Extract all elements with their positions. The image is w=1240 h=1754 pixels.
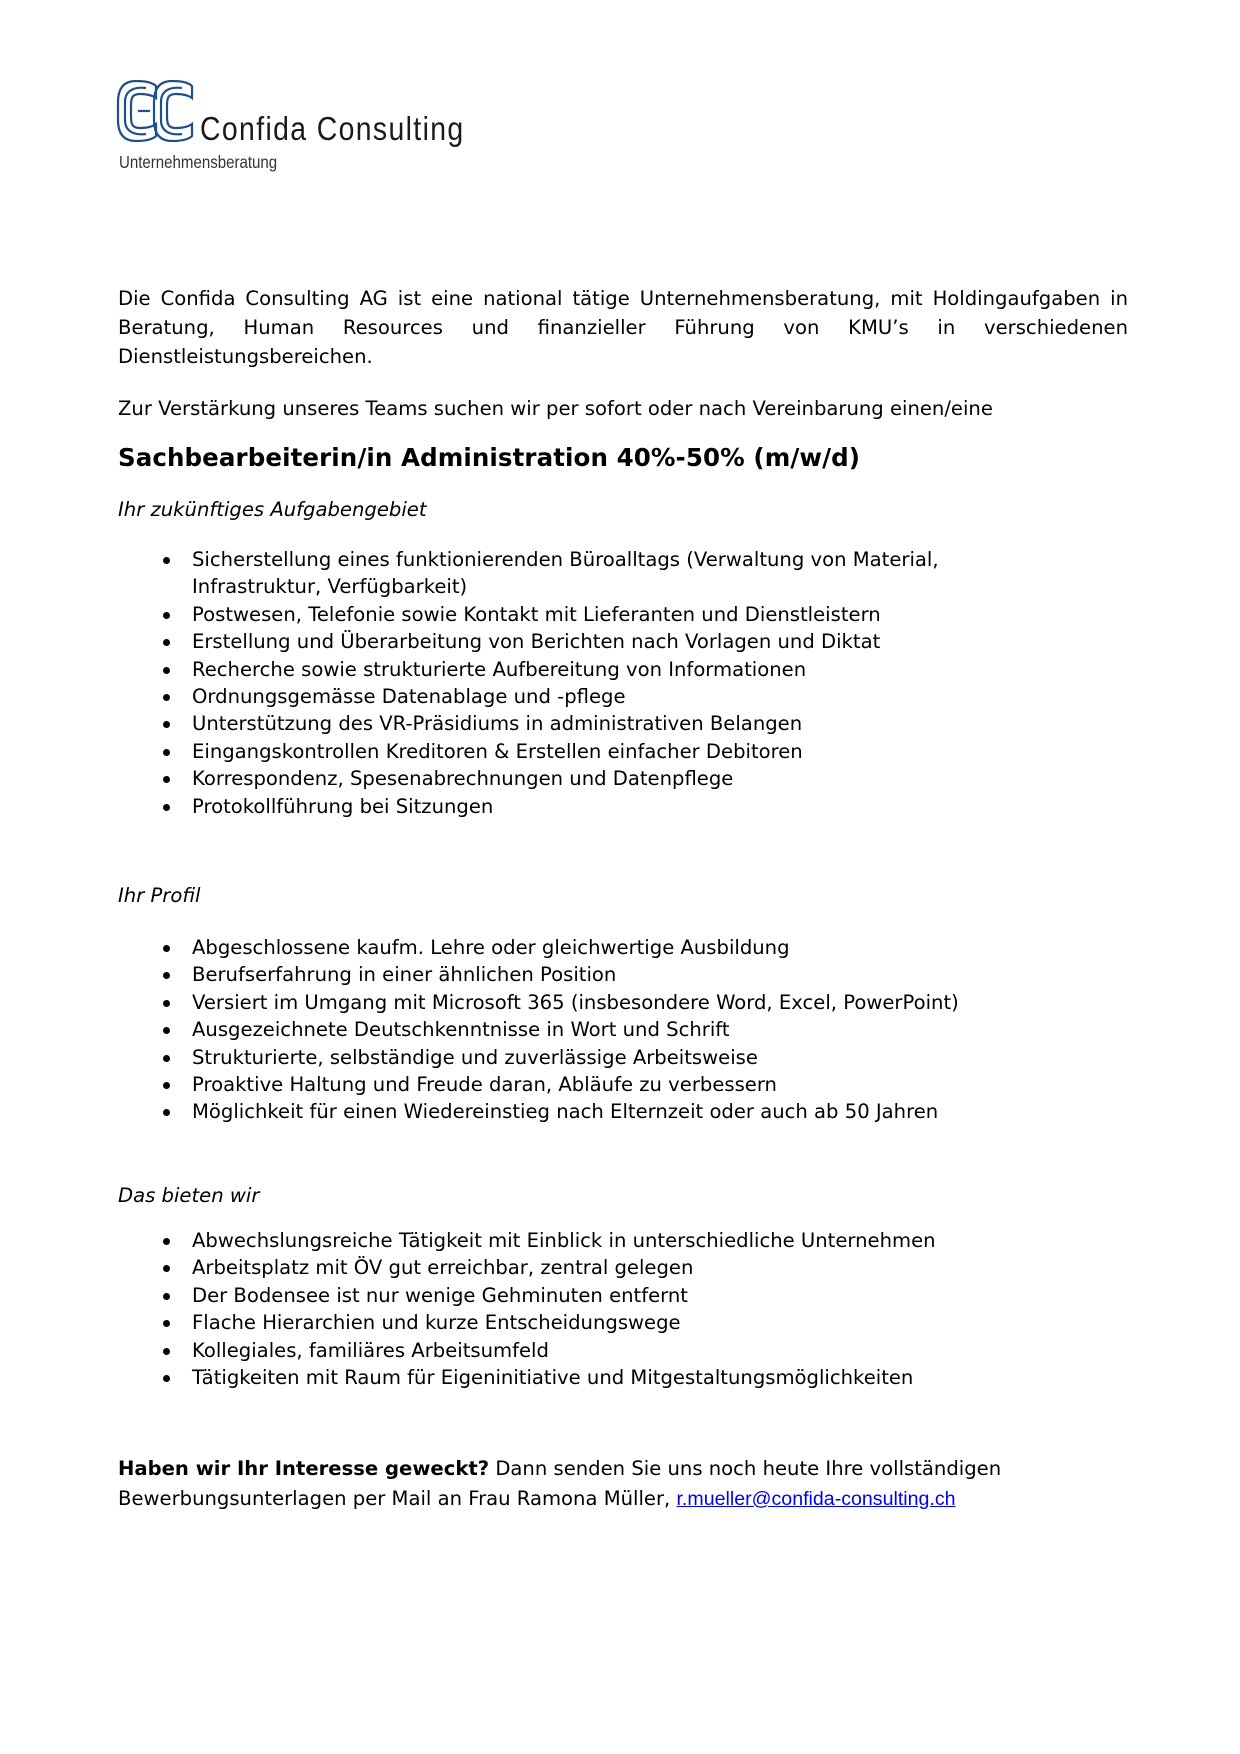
job-title: Sachbearbeiterin/in Administration 40%-50% (m/w/d) [118, 443, 861, 472]
list-item-text: Strukturierte, selbständige und zuverlässige Arbeitsweise [192, 1045, 758, 1069]
list-item [163, 1309, 1063, 1336]
list-item [163, 1364, 1063, 1391]
bullet-icon [163, 1375, 170, 1382]
bullet-icon [163, 1320, 170, 1327]
contact-email-link[interactable]: r.mueller@confida-consulting.ch [676, 1488, 956, 1510]
bullet-icon [163, 557, 170, 564]
logo-tagline: Unternehmensberatung [119, 152, 278, 172]
bullet-icon [163, 776, 170, 783]
list-item-text: Abwechslungsreiche Tätigkeit mit Einblick in unterschiedliche Unternehmen [192, 1229, 936, 1252]
list-item [163, 989, 1063, 1016]
bullet-icon [163, 1265, 170, 1272]
list-item [163, 961, 1063, 988]
list-item [163, 628, 1063, 655]
bullet-icon [163, 945, 170, 952]
list-item [163, 683, 1063, 710]
list-item [163, 934, 1063, 961]
list-item [163, 1016, 1063, 1043]
list-item-text: Postwesen, Telefonie sowie Kontakt mit Lieferanten und Dienstleistern [192, 602, 881, 626]
list-item-text: Protokollführung bei Sitzungen [192, 794, 494, 818]
bullet-icon [163, 612, 170, 619]
bullet-icon [163, 667, 170, 674]
list-item-text: Möglichkeit für einen Wiedereinstieg nach Elternzeit oder auch ab 50 Jahren [192, 1100, 939, 1124]
list-item [163, 1071, 1063, 1098]
list-item-text: Proaktive Haltung und Freude daran, Abläufe zu verbessern [192, 1073, 777, 1097]
bullet-icon [163, 1238, 170, 1245]
list-item [163, 546, 1063, 601]
list-item-text: Recherche sowie strukturierte Aufbereitung von Informationen [192, 657, 807, 681]
list-item-text: Der Bodensee ist nur wenige Gehminuten entfernt [192, 1283, 688, 1307]
list-item-text: Kollegiales, familiäres Arbeitsumfeld [192, 1338, 549, 1362]
closing-lead: Haben wir Ihr Interesse geweckt? [118, 1457, 490, 1480]
bullet-icon [163, 1082, 170, 1089]
logo-company-name: Confida Consulting [200, 110, 465, 147]
list-item-text: Ausgezeichnete Deutschkenntnisse in Wort und Schrift [192, 1018, 730, 1042]
offer-list [163, 1227, 1063, 1391]
list-item-text: Eingangskontrollen Kreditoren & Erstellen einfacher Debitoren [192, 739, 803, 763]
bullet-icon [163, 721, 170, 728]
bullet-icon [163, 1293, 170, 1300]
list-item [163, 765, 1063, 792]
section-label-profile: Ihr Profil [118, 884, 201, 907]
bullet-icon [163, 1000, 170, 1007]
list-item-text: Arbeitsplatz mit ÖV gut erreichbar, zentral gelegen [192, 1256, 694, 1280]
tasks-list [163, 546, 1063, 820]
list-item-text: Unterstützung des VR-Präsidiums in administrativen Belangen [192, 712, 803, 736]
list-item-text: Versiert im Umgang mit Microsoft 365 (insbesondere Word, Excel, PowerPoint) [192, 990, 959, 1014]
list-item-text: Berufserfahrung in einer ähnlichen Position [192, 963, 617, 987]
section-label-tasks: Ihr zukünftiges Aufgabengebiet [118, 498, 427, 521]
bullet-icon [163, 694, 170, 701]
list-item [163, 1337, 1063, 1364]
list-item [163, 738, 1063, 765]
list-item [163, 710, 1063, 737]
section-label-offer: Das bieten wir [118, 1184, 260, 1207]
bullet-icon [163, 749, 170, 756]
closing-paragraph [118, 1454, 1128, 1514]
list-item-text: Sicherstellung eines funktionierenden Büroalltags (Verwaltung von Material, Infrastruktur, Verfügbarkeit) [192, 548, 939, 599]
list-item [163, 1227, 1063, 1254]
cc-monogram-icon [116, 80, 196, 142]
bullet-icon [163, 639, 170, 646]
company-logo [116, 80, 516, 180]
list-item-text: Flache Hierarchien und kurze Entscheidungswege [192, 1311, 681, 1335]
list-item [163, 1254, 1063, 1281]
list-item [163, 656, 1063, 683]
bullet-icon [163, 804, 170, 811]
bullet-icon [163, 1348, 170, 1355]
list-item [163, 1098, 1063, 1125]
list-item-text: Ordnungsgemässe Datenablage und -pflege [192, 685, 626, 709]
intro-paragraph: Die Confida Consulting AG ist eine national tätige Unternehmensberatung, mit Holdingaufgaben in Beratung, Human Resources und finanzieller Führung von KMU’s in verschiedenen Dienstleistungsbereichen. [118, 287, 1128, 368]
bullet-icon [163, 1109, 170, 1116]
list-item-text: Erstellung und Überarbeitung von Berichten nach Vorlagen und Diktat [192, 630, 881, 654]
list-item [163, 1282, 1063, 1309]
bullet-icon [163, 1055, 170, 1062]
list-item [163, 601, 1063, 628]
profile-list [163, 934, 1063, 1126]
list-item-text: Korrespondenz, Spesenabrechnungen und Datenpflege [192, 767, 734, 791]
list-item-text: Tätigkeiten mit Raum für Eigeninitiative und Mitgestaltungsmöglichkeiten [192, 1366, 914, 1390]
intro-search-paragraph: Zur Verstärkung unseres Teams suchen wir per sofort oder nach Vereinbarung einen/eine [118, 397, 993, 420]
list-item [163, 1044, 1063, 1071]
bullet-icon [163, 1027, 170, 1034]
list-item-text: Abgeschlossene kaufm. Lehre oder gleichwertige Ausbildung [192, 936, 790, 959]
bullet-icon [163, 972, 170, 979]
closing-text: Dann senden Sie uns noch heute Ihre vollständigen Bewerbungsunterlagen per Mail an Frau Ramona Müller, [118, 1457, 1002, 1510]
list-item [163, 793, 1063, 820]
